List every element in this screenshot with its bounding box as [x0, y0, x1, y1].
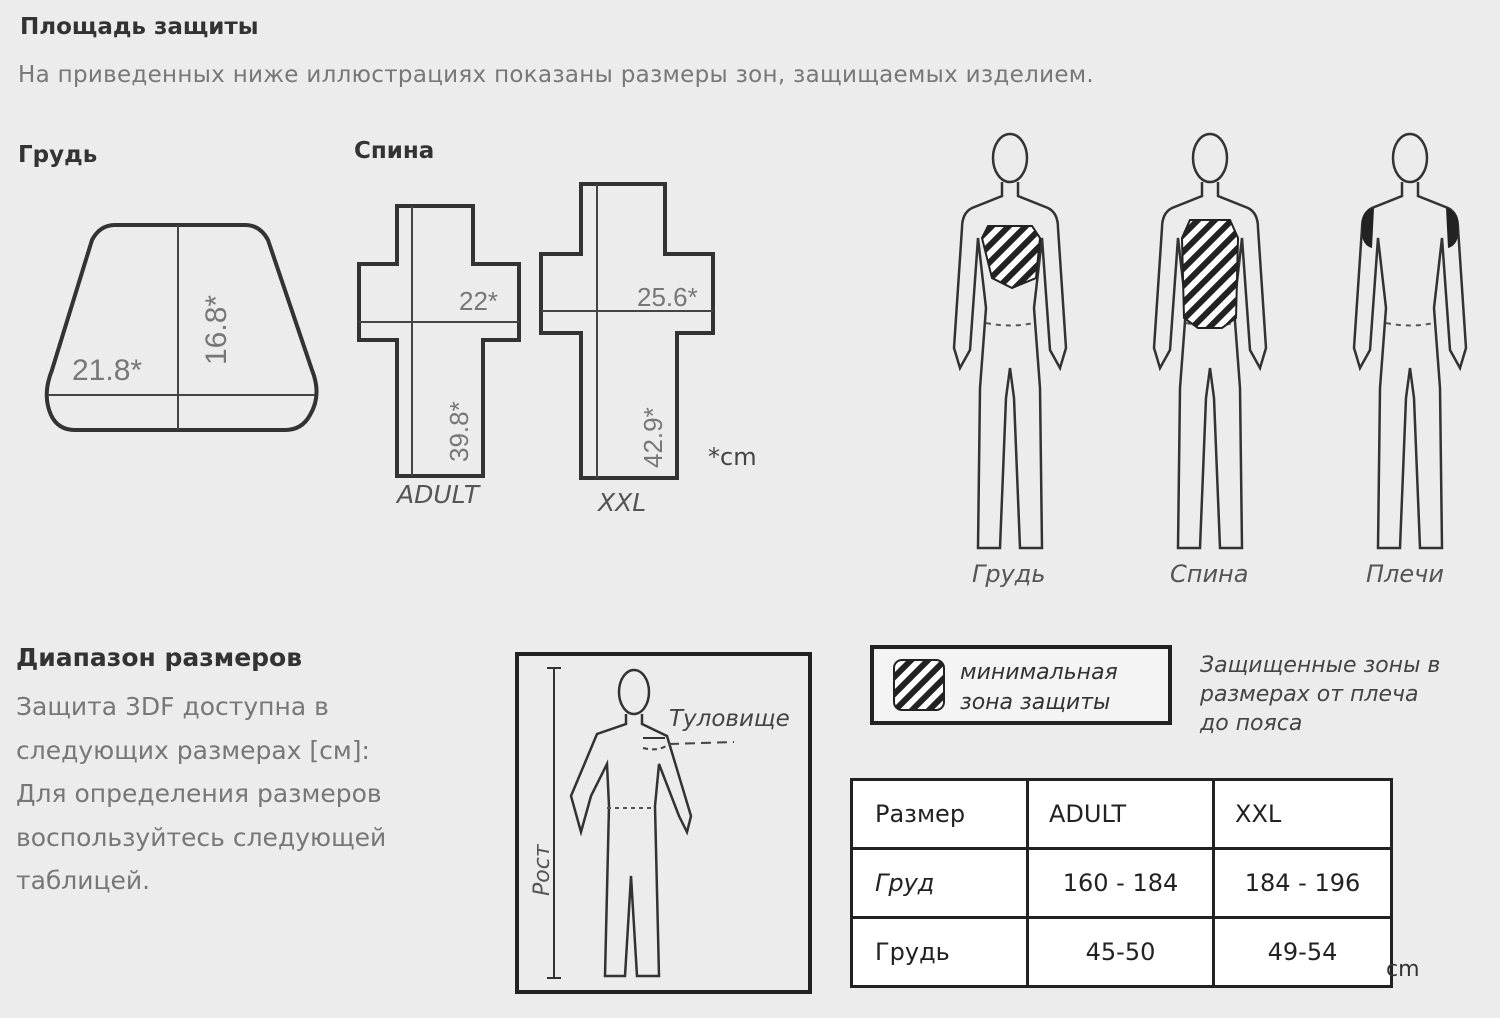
- size-range-line: следующих размерах [см]:: [16, 735, 370, 765]
- chest-height-label: 16.8*: [200, 294, 233, 365]
- back-adult-caption: ADULT: [397, 480, 480, 509]
- back-xxl-height-label: 42.9*: [638, 407, 668, 468]
- body-measure-box: [515, 652, 812, 994]
- table-cell: 160 - 184: [1028, 849, 1214, 918]
- table-header-cell: Размер: [852, 780, 1028, 849]
- table-header-cell: XXL: [1214, 780, 1392, 849]
- table-header-row: [852, 780, 1392, 849]
- table-cell: 49-54: [1214, 918, 1392, 987]
- table-cell: Грудь: [852, 918, 1028, 987]
- body-figures: [945, 128, 1490, 568]
- table-cell: Груд: [852, 849, 1028, 918]
- size-range-line: воспользуйтесь следующей: [16, 822, 387, 852]
- legend-line: зона защиты: [960, 690, 1111, 715]
- table-row: [852, 849, 1392, 918]
- size-table: [850, 778, 1393, 988]
- torso-label: Туловище: [669, 706, 790, 732]
- table-cell: 45-50: [1028, 918, 1214, 987]
- size-range-line: Для определения размеров: [16, 779, 382, 808]
- height-label: Рост: [530, 844, 555, 896]
- size-range-line: таблицей.: [16, 866, 151, 895]
- back-adult-height-label: 39.8*: [444, 401, 474, 462]
- protected-zones-note: [1200, 651, 1440, 738]
- figure-chest: [954, 134, 1066, 548]
- back-xxl-caption: XXL: [598, 488, 647, 517]
- hatch-icon: [892, 658, 946, 712]
- back-title: Спина: [354, 138, 435, 164]
- table-row: [852, 918, 1392, 987]
- table-header-cell: ADULT: [1028, 780, 1214, 849]
- table-cell: 184 - 196: [1214, 849, 1392, 918]
- back-diagram-adult: [355, 200, 530, 485]
- figure-shoulders: [1354, 134, 1466, 548]
- legend-line: минимальная: [960, 660, 1118, 685]
- chest-width-label: 21.8*: [72, 354, 143, 387]
- note-line: размерах от плеча: [1200, 682, 1419, 707]
- size-range-line: Защита 3DF доступна в: [16, 692, 329, 721]
- note-line: до пояса: [1200, 711, 1303, 736]
- table-unit: cm: [1386, 957, 1420, 982]
- legend-text: [960, 658, 1118, 718]
- legend-box: [870, 645, 1172, 725]
- size-range-title: Диапазон размеров: [16, 643, 303, 672]
- note-line: Защищенные зоны в: [1200, 653, 1441, 678]
- chest-diagram: [40, 215, 330, 445]
- figure-caption-chest: Грудь: [972, 560, 1046, 588]
- figure-caption-shoulders: Плечи: [1366, 560, 1444, 588]
- size-range-text: [16, 685, 386, 903]
- figure-caption-back: Спина: [1170, 560, 1249, 588]
- back-xxl-width-label: 25.6*: [637, 282, 698, 312]
- chest-title: Грудь: [18, 142, 98, 168]
- page-title: Площадь защиты: [20, 14, 259, 40]
- page-subtitle: На приведенных ниже иллюстрациях показаны размеры зон, защищаемых изделием.: [18, 62, 1095, 88]
- unit-note: *cm: [708, 443, 757, 471]
- back-diagram-xxl: [537, 178, 722, 488]
- figure-back: [1154, 134, 1266, 548]
- back-adult-width-label: 22*: [459, 286, 499, 316]
